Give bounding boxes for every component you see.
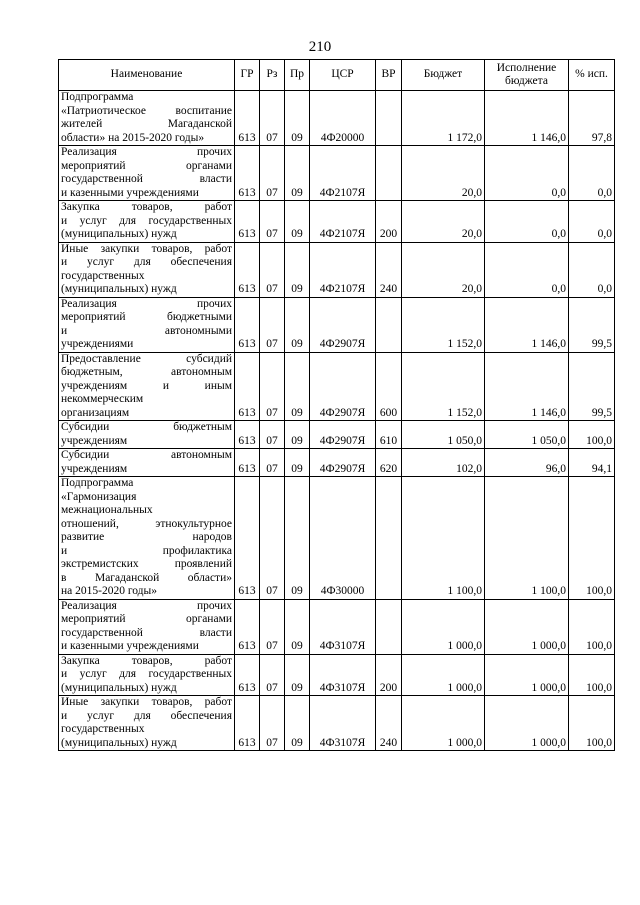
name-line: и казенными учреждениями [61,186,199,199]
cell-name [59,449,235,477]
header-pr: Пр [285,60,310,91]
cell-budget: 1 000,0 [402,696,485,751]
cell-budget: 102,0 [402,449,485,477]
page-number: 210 [308,39,332,55]
cell-name [59,91,235,146]
name-line: экстремистских проявлений [61,558,232,570]
name-line: организациям [61,406,130,419]
name-line: и услуг для обеспечения [61,709,232,722]
name-line: и казенными учреждениями [61,640,199,652]
cell-pr: 09 [285,696,310,751]
cell-vr: 610 [376,421,402,449]
cell-budget: 1 152,0 [402,297,485,352]
name-line: мероприятий бюджетными [61,311,232,323]
table-row [59,449,615,477]
cell-pr: 09 [285,599,310,654]
cell-percent: 97,8 [569,91,615,146]
cell-pr: 09 [285,654,310,696]
cell-vr [376,91,402,146]
cell-gr: 613 [235,449,260,477]
cell-budget: 20,0 [402,146,485,201]
table-row [59,146,615,201]
cell-rz: 07 [260,201,285,243]
cell-csr: 4Ф2107Я [310,201,376,243]
cell-execution: 96,0 [485,449,569,477]
name-line: государственной власти [61,626,232,639]
name-line: (муниципальных) нужд [61,681,177,694]
cell-gr: 613 [235,297,260,352]
name-line: на 2015-2020 годы» [61,585,158,597]
cell-gr: 613 [235,599,260,654]
table-row [59,242,615,297]
header-percent: % исп. [569,60,615,91]
name-line: Подпрограмма [61,91,134,103]
cell-pr: 09 [285,421,310,449]
header-budget: Бюджет [402,60,485,91]
cell-execution: 1 000,0 [485,696,569,751]
cell-percent: 0,0 [569,242,615,297]
name-line: Реализация прочих [61,146,232,158]
cell-gr: 613 [235,421,260,449]
name-line: развитие народов [61,531,232,543]
cell-vr: 200 [376,201,402,243]
cell-percent: 100,0 [569,654,615,696]
name-line: учреждениям [61,434,128,447]
cell-percent: 100,0 [569,477,615,600]
cell-csr: 4Ф30000 [310,477,376,600]
cell-rz: 07 [260,352,285,421]
cell-rz: 07 [260,599,285,654]
cell-execution: 1 000,0 [485,654,569,696]
cell-vr: 240 [376,242,402,297]
table-header-row [59,60,615,91]
name-line: и услуг для обеспечения [61,256,232,268]
cell-budget: 20,0 [402,201,485,243]
cell-name [59,421,235,449]
cell-rz: 07 [260,91,285,146]
cell-vr [376,599,402,654]
table-row [59,201,615,243]
cell-csr: 4Ф2107Я [310,242,376,297]
cell-csr: 4Ф2907Я [310,352,376,421]
cell-gr: 613 [235,201,260,243]
cell-csr: 4Ф3107Я [310,696,376,751]
name-line: бюджетным, автономным [61,366,232,378]
cell-execution: 1 000,0 [485,599,569,654]
name-line: Предоставление субсидий [61,352,232,365]
cell-name [59,352,235,421]
cell-csr: 4Ф2907Я [310,421,376,449]
cell-execution: 1 146,0 [485,91,569,146]
cell-execution: 1 146,0 [485,352,569,421]
cell-gr: 613 [235,146,260,201]
cell-csr: 4Ф3107Я [310,599,376,654]
cell-gr: 613 [235,477,260,600]
cell-rz: 07 [260,696,285,751]
cell-vr: 240 [376,696,402,751]
cell-execution: 0,0 [485,146,569,201]
table-row [59,654,615,696]
cell-execution: 1 100,0 [485,477,569,600]
name-line: Реализация прочих [61,599,232,612]
cell-pr: 09 [285,242,310,297]
cell-pr: 09 [285,201,310,243]
cell-vr [376,146,402,201]
name-line: (муниципальных) нужд [61,283,177,295]
cell-csr: 4Ф20000 [310,91,376,146]
cell-name [59,242,235,297]
name-line: Реализация прочих [61,297,232,310]
name-line: Субсидии автономным [61,449,232,461]
cell-budget: 1 050,0 [402,421,485,449]
cell-rz: 07 [260,242,285,297]
table-row [59,696,615,751]
cell-name [59,477,235,600]
cell-percent: 100,0 [569,421,615,449]
name-line: (муниципальных) нужд [61,736,177,749]
header-name: Наименование [59,60,235,91]
cell-execution: 0,0 [485,201,569,243]
cell-percent: 94,1 [569,449,615,477]
name-line: некоммерческим [61,393,144,405]
cell-budget: 1 152,0 [402,352,485,421]
table-body [59,91,615,751]
cell-name [59,146,235,201]
cell-percent: 99,5 [569,352,615,421]
table-row [59,297,615,352]
cell-pr: 09 [285,146,310,201]
header-rz: Рз [260,60,285,91]
table-row [59,91,615,146]
name-line: и услуг для государственных [61,214,232,227]
table-row [59,477,615,600]
cell-gr: 613 [235,654,260,696]
cell-budget: 20,0 [402,242,485,297]
cell-gr: 613 [235,242,260,297]
cell-percent: 0,0 [569,201,615,243]
name-line: учреждениям [61,462,128,475]
cell-budget: 1 100,0 [402,477,485,600]
cell-pr: 09 [285,352,310,421]
cell-vr: 600 [376,352,402,421]
name-line: Подпрограмма [61,477,134,489]
cell-name [59,599,235,654]
name-line: жителей Магаданской [61,118,232,130]
cell-budget: 1 172,0 [402,91,485,146]
name-line: и услуг для государственных [61,668,232,680]
header-gr: ГР [235,60,260,91]
header-csr: ЦСР [310,60,376,91]
name-line: в Магаданской области» [61,571,232,584]
cell-vr: 200 [376,654,402,696]
name-line: Иные закупки товаров, работ [61,696,232,708]
cell-csr: 4Ф2907Я [310,297,376,352]
cell-name [59,654,235,696]
name-line: Закупка товаров, работ [61,654,232,667]
cell-vr [376,297,402,352]
name-line: мероприятий органами [61,159,232,172]
cell-csr: 4Ф2107Я [310,146,376,201]
header-execution: Исполнение бюджета [485,60,569,91]
name-line: отношений, этнокультурное [61,517,232,530]
cell-gr: 613 [235,352,260,421]
cell-rz: 07 [260,146,285,201]
name-line: государственных [61,269,145,282]
cell-budget: 1 000,0 [402,599,485,654]
cell-name [59,297,235,352]
name-line: государственных [61,723,145,735]
cell-rz: 07 [260,654,285,696]
table-row [59,421,615,449]
cell-pr: 09 [285,91,310,146]
name-line: Иные закупки товаров, работ [61,242,232,255]
table-row [59,352,615,421]
name-line: мероприятий органами [61,613,232,625]
cell-percent: 0,0 [569,146,615,201]
name-line: (муниципальных) нужд [61,228,177,240]
cell-rz: 07 [260,297,285,352]
cell-csr: 4Ф3107Я [310,654,376,696]
cell-csr: 4Ф2907Я [310,449,376,477]
cell-gr: 613 [235,91,260,146]
cell-pr: 09 [285,477,310,600]
name-line: учреждениям и иным [61,379,232,392]
name-line: межнациональных [61,504,153,516]
name-line: и автономными [61,324,232,337]
cell-execution: 0,0 [485,242,569,297]
name-line: «Патриотическое воспитание [61,104,232,117]
cell-vr: 620 [376,449,402,477]
cell-percent: 99,5 [569,297,615,352]
cell-percent: 100,0 [569,696,615,751]
cell-gr: 613 [235,696,260,751]
cell-vr [376,477,402,600]
name-line: и профилактика [61,544,232,557]
name-line: Субсидии бюджетным [61,421,232,433]
cell-rz: 07 [260,449,285,477]
cell-name [59,696,235,751]
cell-execution: 1 050,0 [485,421,569,449]
cell-rz: 07 [260,421,285,449]
cell-name [59,201,235,243]
cell-percent: 100,0 [569,599,615,654]
name-line: области» на 2015-2020 годы» [61,131,205,144]
name-line: «Гармонизация [61,490,137,503]
name-line: учреждениями [61,338,134,350]
budget-table [58,59,615,751]
name-line: государственной власти [61,173,232,185]
cell-pr: 09 [285,449,310,477]
name-line: Закупка товаров, работ [61,201,232,213]
table-row [59,599,615,654]
header-vr: ВР [376,60,402,91]
cell-execution: 1 146,0 [485,297,569,352]
cell-pr: 09 [285,297,310,352]
cell-rz: 07 [260,477,285,600]
cell-budget: 1 000,0 [402,654,485,696]
